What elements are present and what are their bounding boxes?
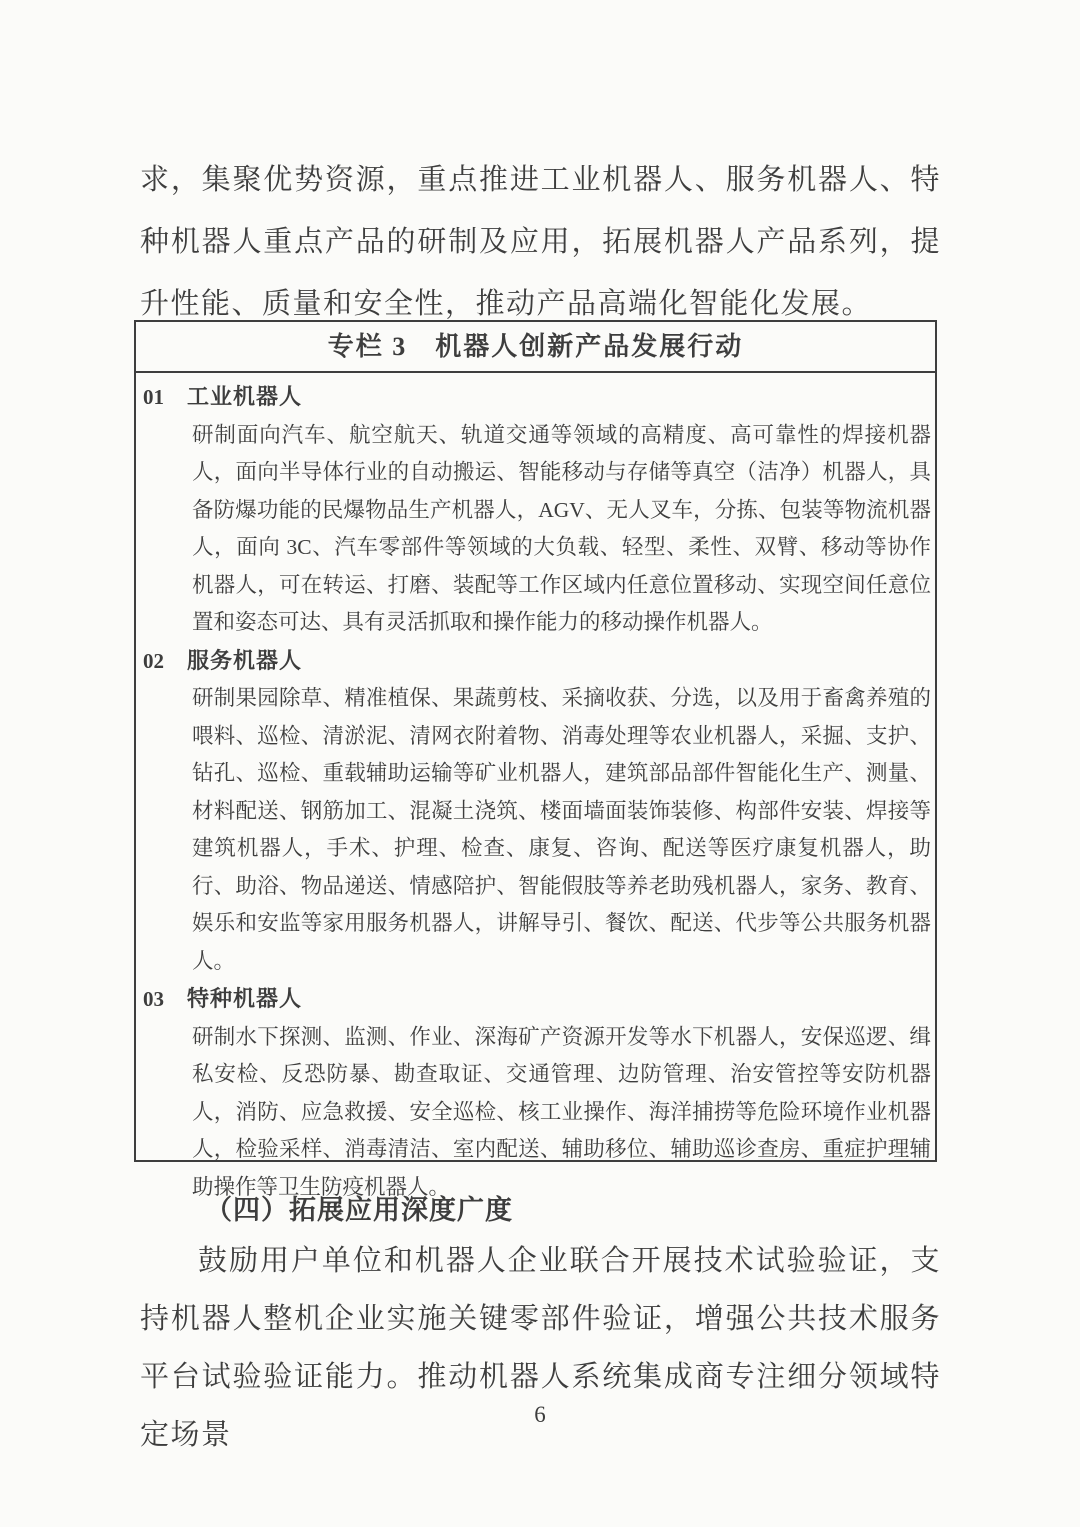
box-item <box>143 642 931 981</box>
box-item <box>143 980 931 1206</box>
box-item-number: 02 <box>143 648 164 673</box>
column-box-title: 专栏 3 机器人创新产品发展行动 <box>136 322 935 373</box>
page-number: 6 <box>534 1402 546 1427</box>
box-item-body: 研制水下探测、监测、作业、深海矿产资源开发等水下机器人，安保巡逻、缉私安检、反恐防暴、勘查取证、交通管理、边防管理、治安管控等安防机器人，消防、应急救援、安全巡检、核工业操作、海洋捕捞等危险环境作业机器人，检验采样、消毒清洁、室内配送、辅助移位、辅助巡诊查房、重症护理辅助操作等卫生防疫机器人。 <box>192 1024 931 1199</box>
box-item-title: 特种机器人 <box>187 986 303 1011</box>
section-heading: （四）拓展应用深度广度 <box>205 1195 513 1225</box>
box-item-title: 工业机器人 <box>187 384 303 409</box>
box-item-body: 研制面向汽车、航空航天、轨道交通等领域的高精度、高可靠性的焊接机器人，面向半导体行业的自动搬运、智能移动与存储等真空（洁净）机器人，具备防爆功能的民爆物品生产机器人，AGV、无人叉车，分拣、包装等物流机器人，面向 3C、汽车零部件等领域的大负载、轻型、柔性、双臂、移动等协作机器人，可在转运、打磨、装配等工作区域内任意位置移动、实现空间任意位置和姿态可达、具有灵活抓取和操作能力的移动操作机器人。 <box>192 422 931 634</box>
column-box-body <box>136 373 935 1206</box>
intro-paragraph: 求，集聚优势资源，重点推进工业机器人、服务机器人、特种机器人重点产品的研制及应用，拓展机器人产品系列，提升性能、质量和安全性，推动产品高端化智能化发展。 <box>140 164 941 320</box>
box-item-heading-row <box>143 980 931 1019</box>
box-item <box>143 378 931 642</box>
column-box <box>134 320 937 1199</box>
closing-paragraph: 鼓励用户单位和机器人企业联合开展技术试验验证，支持机器人整机企业实施关键零部件验证，增强公共技术服务平台试验验证能力。推动机器人系统集成商专注细分领域特定场景 <box>140 1245 941 1451</box>
box-item-title: 服务机器人 <box>187 647 303 673</box>
box-item-number: 01 <box>143 385 164 409</box>
box-item-heading-row <box>143 642 931 681</box>
box-item-heading-row <box>143 378 931 417</box>
box-item-number: 03 <box>143 987 164 1011</box>
box-item-body: 研制果园除草、精准植保、果蔬剪枝、采摘收获、分选，以及用于畜禽养殖的喂料、巡检、清淤泥、清网衣附着物、消毒处理等农业机器人，采掘、支护、钻孔、巡检、重载辅助运输等矿业机器人，建筑部品部件智能化生产、测量、材料配送、钢筋加工、混凝土浇筑、楼面墙面装饰装修、构部件安装、焊接等建筑机器人，手术、护理、检查、康复、咨询、配送等医疗康复机器人，助行、助浴、物品递送、情感陪护、智能假肢等养老助残机器人，家务、教育、娱乐和安监等家用服务机器人，讲解导引、餐饮、配送、代步等公共服务机器人。 <box>192 686 931 973</box>
